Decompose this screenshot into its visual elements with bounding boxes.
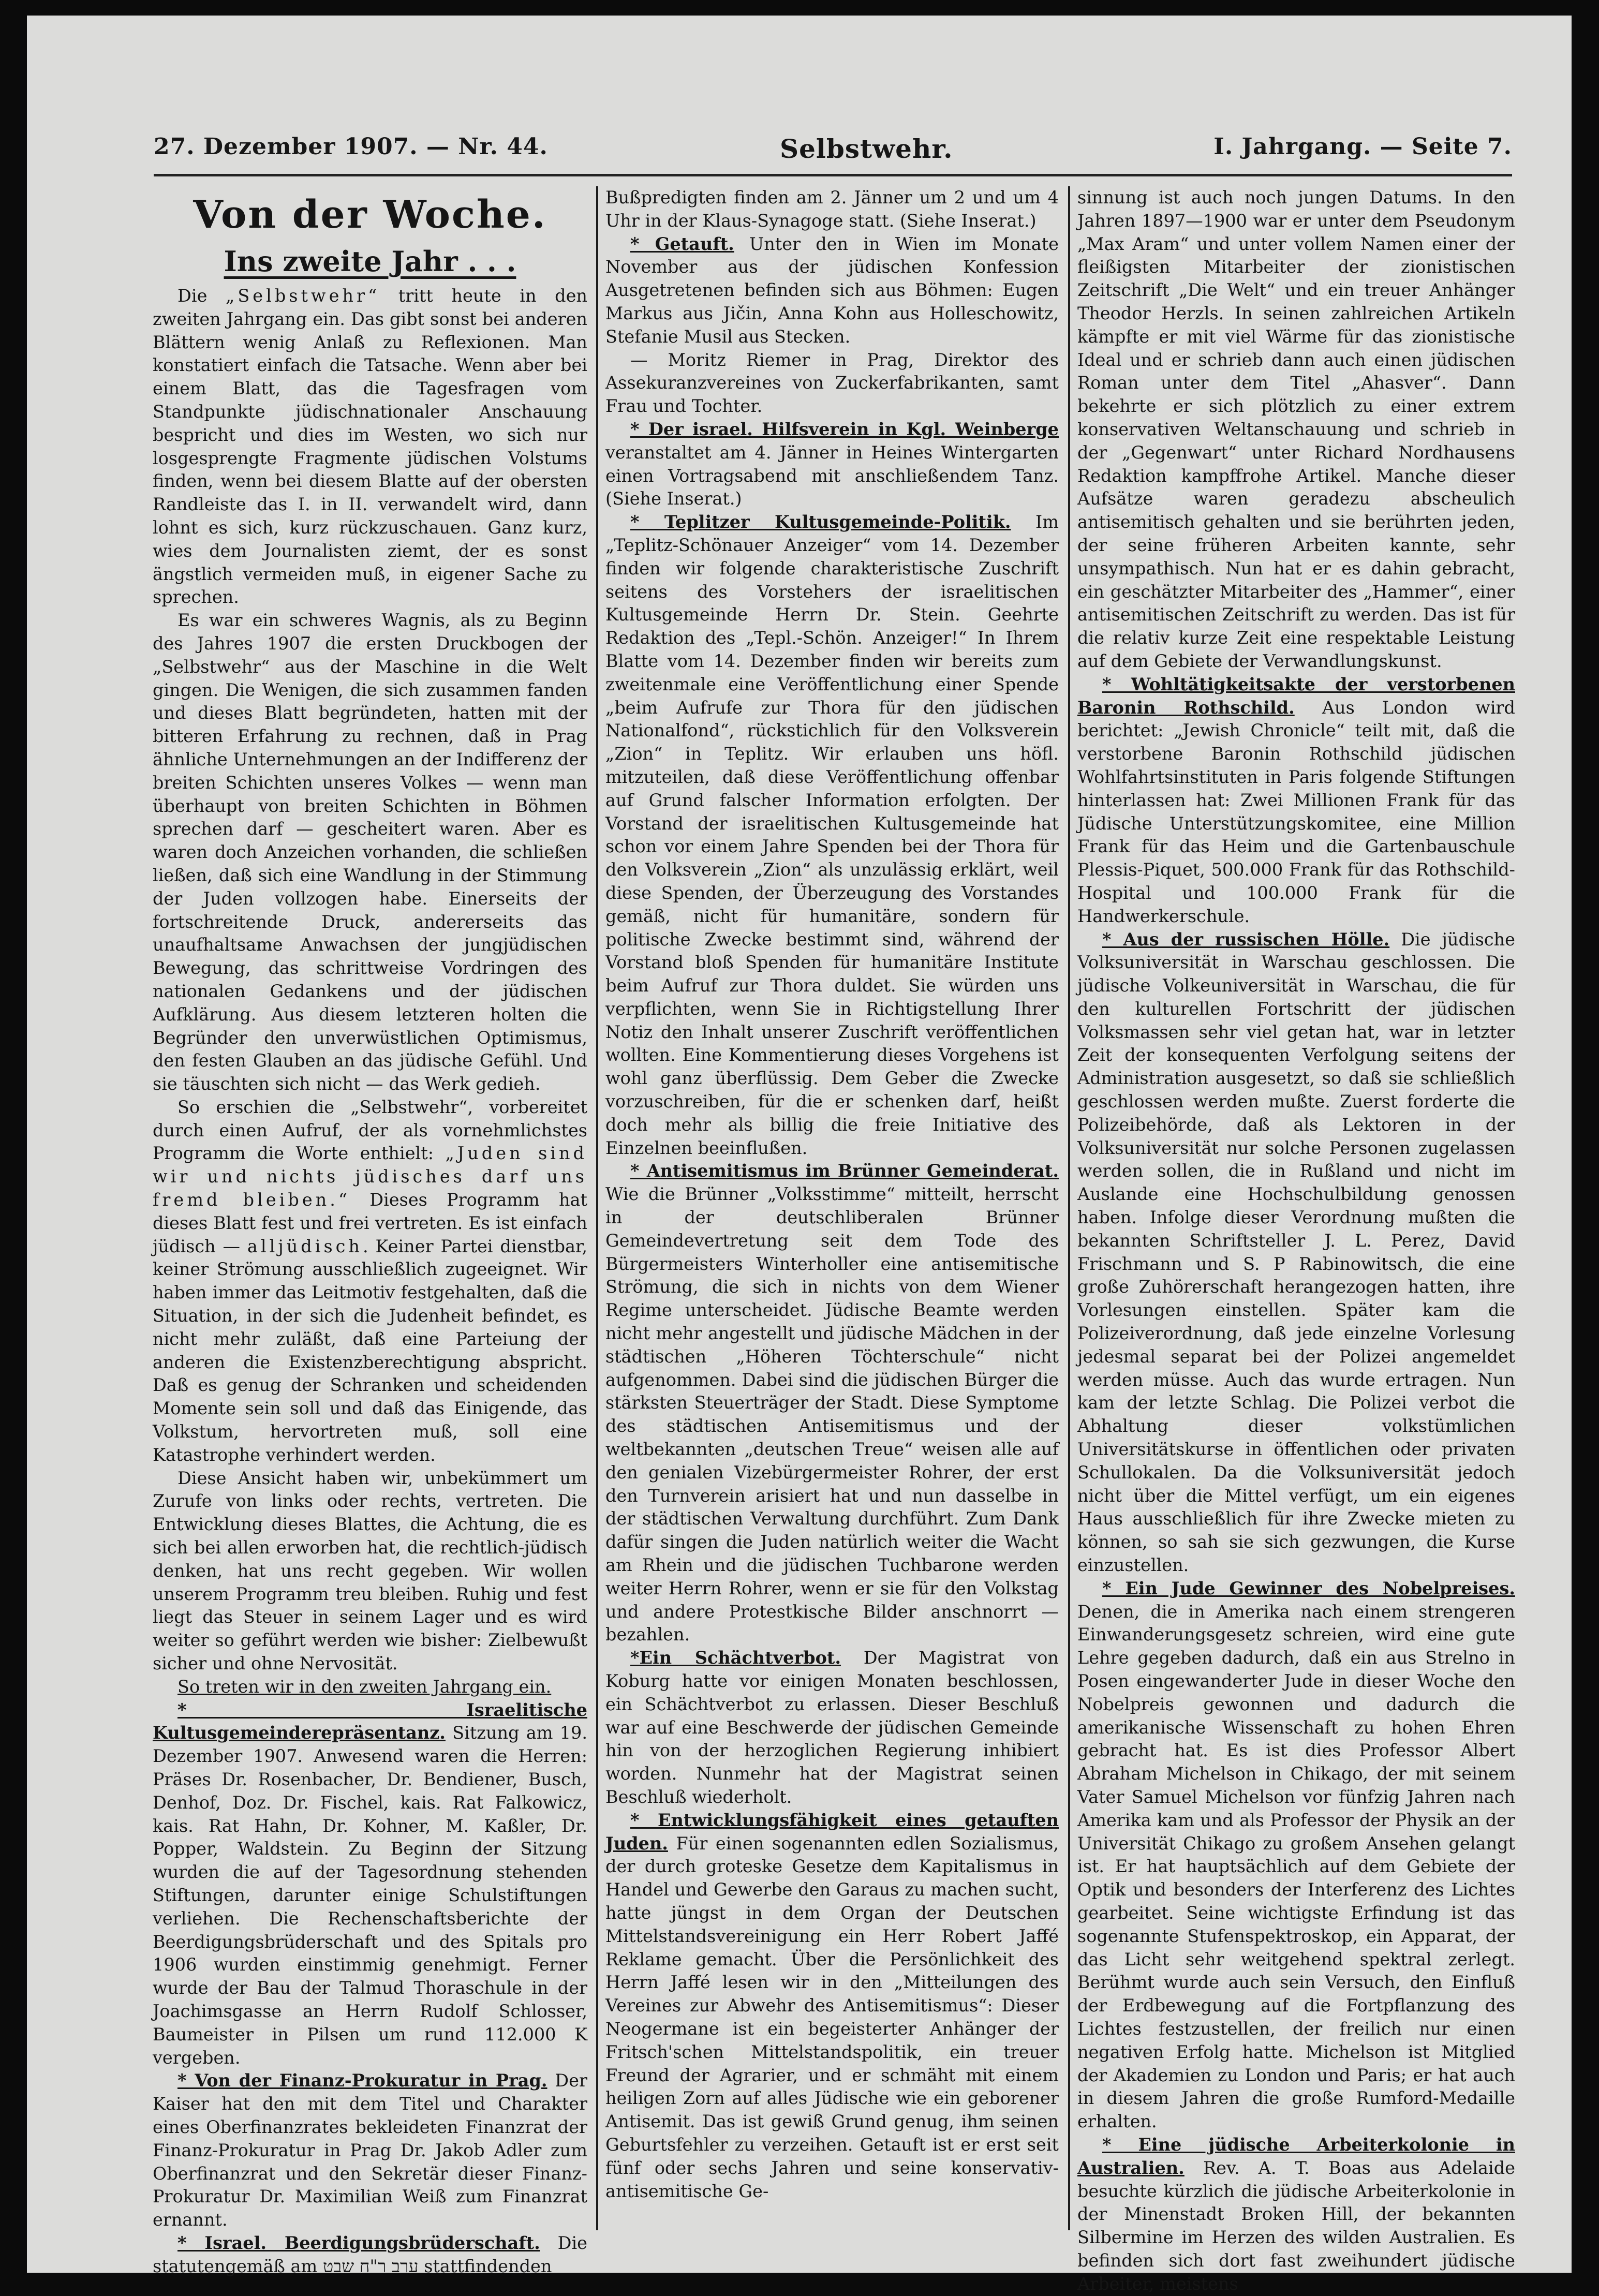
spaced-text: „Selbstwehr“ bbox=[225, 286, 380, 306]
item-text: Die statutengemäß am ערב ר"ח שבט stattfindenden bbox=[153, 2232, 588, 2276]
item-headline: * Der israel. Hilfsverein in Kgl. Weinberge bbox=[630, 419, 1059, 439]
item-headline: * Eine jüdische Arbeiterkolonie in Australien. bbox=[1077, 2134, 1515, 2178]
column-rule bbox=[1068, 186, 1070, 2230]
item-headline: * Antisemitismus im Brünner Gemeinderat. bbox=[630, 1161, 1059, 1181]
item-headline: * Wohltätigkeitsakte der verstorbenen Baronin Rothschild. bbox=[1077, 674, 1515, 718]
spaced-text: „Juden sind wir und nichts jüdisches darf uns fremd bleiben.“ bbox=[153, 1143, 587, 1210]
news-item bbox=[605, 1647, 1059, 1809]
column-rule bbox=[596, 186, 598, 2230]
item-headline: * Getauft. bbox=[630, 233, 734, 254]
news-item bbox=[605, 418, 1059, 511]
item-headline: * Entwicklungsfähigkeit eines getauften Juden. bbox=[605, 1810, 1059, 1854]
news-item bbox=[605, 233, 1059, 349]
text-run: So erschien die „Selbstwehr“, vorbereitet durch einen Aufruf, der als vornehmlichstes Programm die Worte enthielt: bbox=[153, 1097, 587, 1164]
item-text: Unter den in Wien im Monate November aus der jüdischen Konfession Ausgetretenen befinden sich aus Böhmen: Eugen Markus aus Jičin, Anna Kohn aus Holleschowitz, Stefanie Musil aus Stecken. bbox=[605, 233, 1059, 347]
news-item bbox=[1077, 673, 1515, 928]
spaced-text: alljüdisch bbox=[247, 1236, 363, 1256]
item-text: Im „Teplitz-Schönauer Anzeiger“ vom 14. Dezember finden wir folgende charakteristische Zuschrift seitens des Vorstehers der israelitischen Kultusgemeinde Herrn Dr. Stein. Geehrte Redaktion des „Tepl.-Schön. Anzeiger!“ In Ihrem Blatte vom 14. Dezember finden wir bereits zum zweitenmale eine Veröffentlichung einer Spende „beim Aufrufe zur Thora für den jüdischen Nationalfond“, rückstichlich für den Volksverein „Zion“ in Teplitz. Wir erlauben uns höfl. mitzuteilen, daß diese Veröffentlichung offenbar auf Grund falscher Information erfolgten. Der Vorstand der israelitischen Kultusgemeinde hat schon vor einem Jahre Spenden bei der Thora für den Volksverein „Zion“ als unzulässig erklärt, weil diese Spenden, der Überzeugung des Vorstandes gemäß, nicht für humanitäre, sondern für politische Zwecke bestimmt sind, während der Vorstand bloß Spenden für humanitäre Institute beim Aufruf zur Thora duldet. Sie würden uns verpflichten, wenn Sie in Richtigstellung Ihrer Notiz den Inhalt unserer Zuschrift veröffentlichen wollten. Eine Kommentierung dieses Vorgehens ist wohl ganz überflüssig. Dem Geber die Zwecke vorzuschreiben, für die er schenken darf, heißt doch mehr als billig die freie Initiative des Einzelnen beeinflußen. bbox=[605, 512, 1059, 1158]
item-headline: *Ein Schächtverbot. bbox=[630, 1648, 841, 1668]
text-run: Dieses Programm hat dieses Blatt fest und frei vertreten. Es ist einfach jüdisch — bbox=[153, 1190, 587, 1256]
article-paragraph bbox=[153, 1096, 587, 1467]
article-paragraph bbox=[153, 285, 587, 609]
column-2 bbox=[605, 186, 1059, 2230]
article-paragraph: Diese Ansicht haben wir, unbekümmert um Zurufe von links oder rechts, vertreten. Die Entwicklung dieses Blattes, die Achtung, die es sich bei allen erworben hat, die rechtlich-jüdisch denken, hat uns recht gegeben. Wir wollen unserem Programm treu bleiben. Ruhig und fest liegt das Steuer in seinem Lager und es wird weiter so geführt werden wie bisher: Zielbewußt sicher und ohne Nervosität. bbox=[153, 1468, 587, 1674]
news-item bbox=[153, 2069, 587, 2232]
item-text: Für einen sogenannten edlen Sozialismus, der durch groteske Gesetze dem Kapitalismus in Handel und Gewerbe den Garaus zu machen sucht, hatte jüngst in dem Organ der Deutschen Mittelstandsvereinigung ein Herr Robert Jaffé Reklame gemacht. Über die Persönlichkeit des Herrn Jaffé lesen wir in den „Mitteilungen des Vereines zur Abwehr des Antisemitismus“: Dieser Neogermane ist ein begeisterter Anhänger der Fritsch'schen Mittelstandspolitik, ein treuer Freund der Agrarier, und er schmäht mit einem heiligen Zorn auf alles Jüdische wie ein geborener Antisemit. Das ist gewiß Grund genug, ihm seinen Geburtsfehler zu verzeihen. Getauft ist er erst seit fünf oder sechs Jahren und seine konservativ-antisemitische Ge- bbox=[605, 1833, 1059, 2201]
item-text: Wie die Brünner „Volksstimme“ mitteilt, herrscht in der deutschliberalen Brünner Gemeindevertretung seit dem Tode des Bürgermeisters Winterholler eine antisemitische Strömung, die sich in nichts von dem Wiener Regime unterscheidet. Jüdische Beamte werden nicht mehr angestellt und jüdische Mädchen in der städtischen „Höheren Töchterschule“ nicht aufgenommen. Dabei sind die jüdischen Bürger die stärksten Steuerträger der Stadt. Diese Symptome des städtischen Antisemitismus und der weltbekannten „deutschen Treue“ weisen alle auf den genialen Vizebürgermeister Rohrer, der erst den Turnverein arisiert hat und nun dasselbe in der städtischen Verwaltung durchführt. Zum Dank dafür singen die Juden natürlich weiter die Wacht am Rhein und die jüdischen Tuchbarone werden weiter Herrn Rohrer, wenn er sie für den Volkstag und andere Protestkische Bilder anschnorrt — bezahlen. bbox=[605, 1184, 1059, 1645]
column-1 bbox=[153, 186, 588, 2276]
item-text: veranstaltet am 4. Jänner in Heines Wintergarten einen Vortragsabend mit anschließendem Tanz. (Siehe Inserat.) bbox=[605, 442, 1059, 509]
page-header bbox=[154, 134, 1512, 171]
item-headline: * Israelitische Kultusgemeinderepräsentanz. bbox=[153, 1699, 587, 1743]
newspaper-page bbox=[27, 16, 1572, 2294]
article-paragraph: sinnung ist auch noch jungen Datums. In den Jahren 1897—1900 war er unter dem Pseudonym „Max Aram“ und unter vollem Namen einer der fleißigsten Mitarbeiter der zionistischen Zeitschrift „Die Welt“ und ein treuer Anhänger Theodor Herzls. In seinen zahlreichen Artikeln kämpfte er mit viel Wärme für das zionistische Ideal und er schrieb dann auch einen jüdischen Roman unter dem Titel „Ahasver“. Dann bekehrte er sich plötzlich zu einer extrem konservativen Weltanschauung und schrieb in der „Gegenwart“ unter Richard Nordhausens Redaktion kampffrohe Artikel. Manche dieser Aufsätze waren geradezu abscheulich antisemitisch gehalten und sie berührten jeden, der seine früheren Arbeiten kannte, sehr unsympathisch. Nun hat er es dahin gebracht, ein geschätzter Mitarbeiter des „Hammer“, einer antisemitischen Zeitschrift zu werden. Das ist für die relativ kurze Zeit eine respektable Leistung auf dem Gebiete der Verwandlungskunst. bbox=[1077, 187, 1515, 671]
news-item bbox=[605, 1160, 1059, 1647]
item-headline: * Israel. Beerdigungsbrüderschaft. bbox=[177, 2232, 540, 2253]
item-text: Aus London wird berichtet: „Jewish Chronicle“ teilt mit, daß die verstorbene Baronin Rothschild jüdischen Wohlfahrtsinstituten in Paris folgende Stiftungen hinterlassen hat: Zwei Millionen Frank für das Jüdische Unterstützungskomitee, eine Million Frank für das Heim und die Gartenbauschule Plessis-Piquet, 500.000 Frank für das Rothschild-Hospital und 100.000 Frank für die Handwerkerschule. bbox=[1077, 697, 1515, 926]
item-text: Rev. A. T. Boas aus Adelaide besuchte kürzlich die jüdische Arbeiterkolonie in der Minenstadt Broken Hill, der bekannten Silbermine im Herzen des wilden Australien. Es befinden sich dort fast zweihundert jüdische Arbeiter, meistens bbox=[1077, 2157, 1515, 2294]
news-item bbox=[1077, 1577, 1515, 2134]
item-headline: * Ein Jude Gewinner des Nobelpreises. bbox=[1102, 1578, 1515, 1598]
item-text: Die jüdische Volksuniversität in Warschau geschlossen. Die jüdische Volkeuniversität in Warschau, die für den kulturellen Fortschritt der jüdischen Volksmassen sehr viel getan hat, war in letzter Zeit der konsequenten Verfolgung seitens der Administration ausgesetzt, so daß sie schließlich geschlossen werden mußte. Zuerst forderte die Polizeibehörde, daß als Lektoren in der Volksuniversität nur solche Personen zugelassen werden sollen, die in Rußland und nicht im Auslande eine Hochschulbildung genossen haben. Infolge dieser Verordnung mußten die bekannten Schriftsteller J. L. Perez, David Frischmann und S. P Rabinowitsch, die eine große Zuhörerschaft herangezogen hatten, ihre Vorlesungen einstellen. Später kam die Polizeiverordnung, daß jede einzelne Vorlesung jedesmal separat bei der Polizei angemeldet werden müsse. Auch das wurde ertragen. Nun kam der letzte Schlag. Die Polizei verbot die Abhaltung dieser volkstümlichen Universitätskurse in öffentlichen oder privaten Schullokalen. Da die Volksuniversität jedoch nicht über die Mittel verfügt, um ein eigenes Haus ausschließlich für ihre Zwecke mieten zu können, so sah sie sich gezwungen, die Kurse einzustellen. bbox=[1077, 929, 1515, 1576]
item-headline: * Von der Finanz-Prokuratur in Prag. bbox=[177, 2070, 547, 2091]
text-run: Die bbox=[177, 286, 226, 306]
news-item bbox=[605, 1809, 1059, 2203]
item-headline: * Teplitzer Kultusgemeinde-Politik. bbox=[630, 512, 1011, 532]
item-headline: * Aus der russischen Hölle. bbox=[1102, 929, 1390, 950]
article-paragraph: Es war ein schweres Wagnis, als zu Beginn des Jahres 1907 die ersten Druckbogen der „Selbstwehr“ aus der Maschine in die Welt gingen. Die Wenigen, die sich zusammen fanden und dieses Blatt begründeten, hatten mit der bitteren Erfahrung zu rechnen, daß in Prag ähnliche Unternehmungen an der Indifferenz der breiten Schichten unseres Volkes — wenn man überhaupt von breiten Schichten in Böhmen sprechen darf — gescheitert waren. Aber es waren doch Anzeichen vorhanden, die schließen ließen, daß sich eine Wandlung in der Stimmung der Juden vollzogen habe. Einerseits der fortschreitende Druck, andererseits das unaufhaltsame Anwachsen der jungjüdischen Bewegung, das schrittweise Vordringen des nationalen Gedankens und der jüdischen Aufklärung. Aus diesem letzteren holten die Begründer den unverwüstlichen Optimismus, den festen Glauben an das jüdische Gefühl. Und sie täuschten sich nicht — das Werk gedieh. bbox=[153, 610, 587, 1094]
section-title: Von der Woche. bbox=[193, 192, 547, 237]
item-text: Der Kaiser hat den mit dem Titel und Charakter eines Oberfinanzrates bekleideten Finanzrat der Finanz-Prokuratur in Prag Dr. Jakob Adler zum Oberfinanzrat und den Sekretär dieser Finanz-Prokuratur Dr. Maximilian Weiß zum Finanzrat ernannt. bbox=[153, 2070, 587, 2230]
article-headline: Ins zweite Jahr . . . bbox=[224, 245, 516, 278]
news-item bbox=[605, 511, 1059, 1160]
article-paragraph: So treten wir in den zweiten Jahrgang ein. bbox=[177, 1676, 552, 1697]
item-text: Sitzung am 19. Dezember 1907. Anwesend waren die Herren: Präses Dr. Rosenbacher, Dr. Bendiener, Busch, Denhof, Doz. Dr. Fischel, kais. Rat Falkowicz, kais. Rat Hahn, Dr. Kohner, M. Kaßler, Dr. Popper, Waldstein. Zu Beginn der Sitzung wurden die auf der Tagesordnung stehenden Stiftungen, darunter einige Schulstiftungen verliehen. Die Rechenschaftsberichte der Beerdigungsbrüderschaft und des Spitals pro 1906 wurden einstimmig genehmigt. Ferner wurde der Bau der Talmud Thoraschule in der Joachimsgasse an Herrn Rudolf Schlosser, Baumeister in Pilsen um rund 112.000 K vergeben. bbox=[153, 1723, 587, 2068]
header-volume-page: I. Jahrgang. — Seite 7. bbox=[1213, 134, 1512, 160]
item-text: Denen, die in Amerika nach einem strengeren Einwanderungsgesetz schreien, wird eine gute Lehre gegeben dadurch, daß ein aus Strelno in Posen eingewanderter Jude in dieser Woche den Nobelpreis gewonnen und dadurch die amerikanische Wissenschaft zu hohen Ehren gebracht hat. Es ist dies Professor Albert Abraham Michelson in Chikago, der mit seinem Vater Samuel Michelson vor fünfzig Jahren nach Amerika kam und als Professor der Physik an der Universität Chikago zu großem Ansehen gelangt ist. Er hat hauptsächlich auf dem Gebiete der Optik und besonders der Interferenz des Lichtes gearbeitet. Seine wichtigste Erfindung ist das sogenannte Stufenspektroskop, ein Apparat, der das Licht sehr weitgehend spektral zerlegt. Berühmt wurde auch sein Versuch, den Einfluß der Erdbewegung auf die Fortpflanzung des Lichtes festzustellen, der freilich nur einen negativen Erfolg hatte. Michelson ist Mitglied der Akademien zu London und Paris; er hat auch in diesem Jahren die große Rumford-Medaille erhalten. bbox=[1077, 1601, 1515, 2132]
item-text: Der Magistrat von Koburg hatte vor einigen Monaten beschlossen, ein Schächtverbot zu erlassen. Dieser Beschluß war auf eine Beschwerde der jüdischen Gemeinde hin von der herzoglichen Regierung inhibiert worden. Nunmehr hat der Magistrat seinen Beschluß wiederholt. bbox=[605, 1648, 1059, 1807]
text-run: tritt heute in den zweiten Jahrgang ein. Das gibt sonst bei anderen Blättern wenig Anlaß zu Reflexionen. Man konstatiert einfach die Tatsache. Wenn aber bei einem Blatt, das die Tagesfragen vom Standpunkte jüdischnationaler Anschauung bespricht und dies im Westen, wo sich nur losgesprengte Fragmente jüdischen Volstums finden, wenn bei diesem Blatte auf der obersten Randleiste das I. in II. verwandelt wird, dann lohnt es sich, kurz rückzuschauen. Ganz kurz, wies dem Journalisten ziemt, der es sonst ängstlich vermeiden muß, in eigener Sache zu sprechen. bbox=[153, 286, 588, 608]
news-item bbox=[1077, 928, 1515, 1577]
news-item bbox=[153, 2232, 587, 2278]
article-paragraph: — Moritz Riemer in Prag, Direktor des Assekuranzvereines von Zuckerfabrikanten, samt Frau und Tochter. bbox=[605, 349, 1059, 417]
news-item bbox=[153, 1699, 587, 2070]
header-date-issue: 27. Dezember 1907. — Nr. 44. bbox=[154, 134, 548, 160]
article-paragraph: Bußpredigten finden am 2. Jänner um 2 und um 4 Uhr in der Klaus-Synagoge statt. (Siehe Inserat.) bbox=[605, 187, 1059, 231]
column-3 bbox=[1077, 186, 1515, 2294]
header-masthead: Selbstwehr. bbox=[780, 134, 953, 164]
header-rule bbox=[154, 174, 1512, 176]
text-run: . Keiner Partei dienstbar, keiner Strömung ausschließlich zugeeignet. Wir haben immer das Leitmotiv festgehalten, daß die Situation, in der sich die Judenheit befindet, es nicht mehr zuläßt, daß eine Parteiung der anderen die Existenzberechtigung abspricht. Daß es genug der Schranken und scheidenden Momente sein soll und daß das Einigende, das Volkstum, hervortreten muß, soll eine Katastrophe verhindert werden. bbox=[153, 1236, 587, 1465]
news-item bbox=[1077, 2134, 1515, 2296]
